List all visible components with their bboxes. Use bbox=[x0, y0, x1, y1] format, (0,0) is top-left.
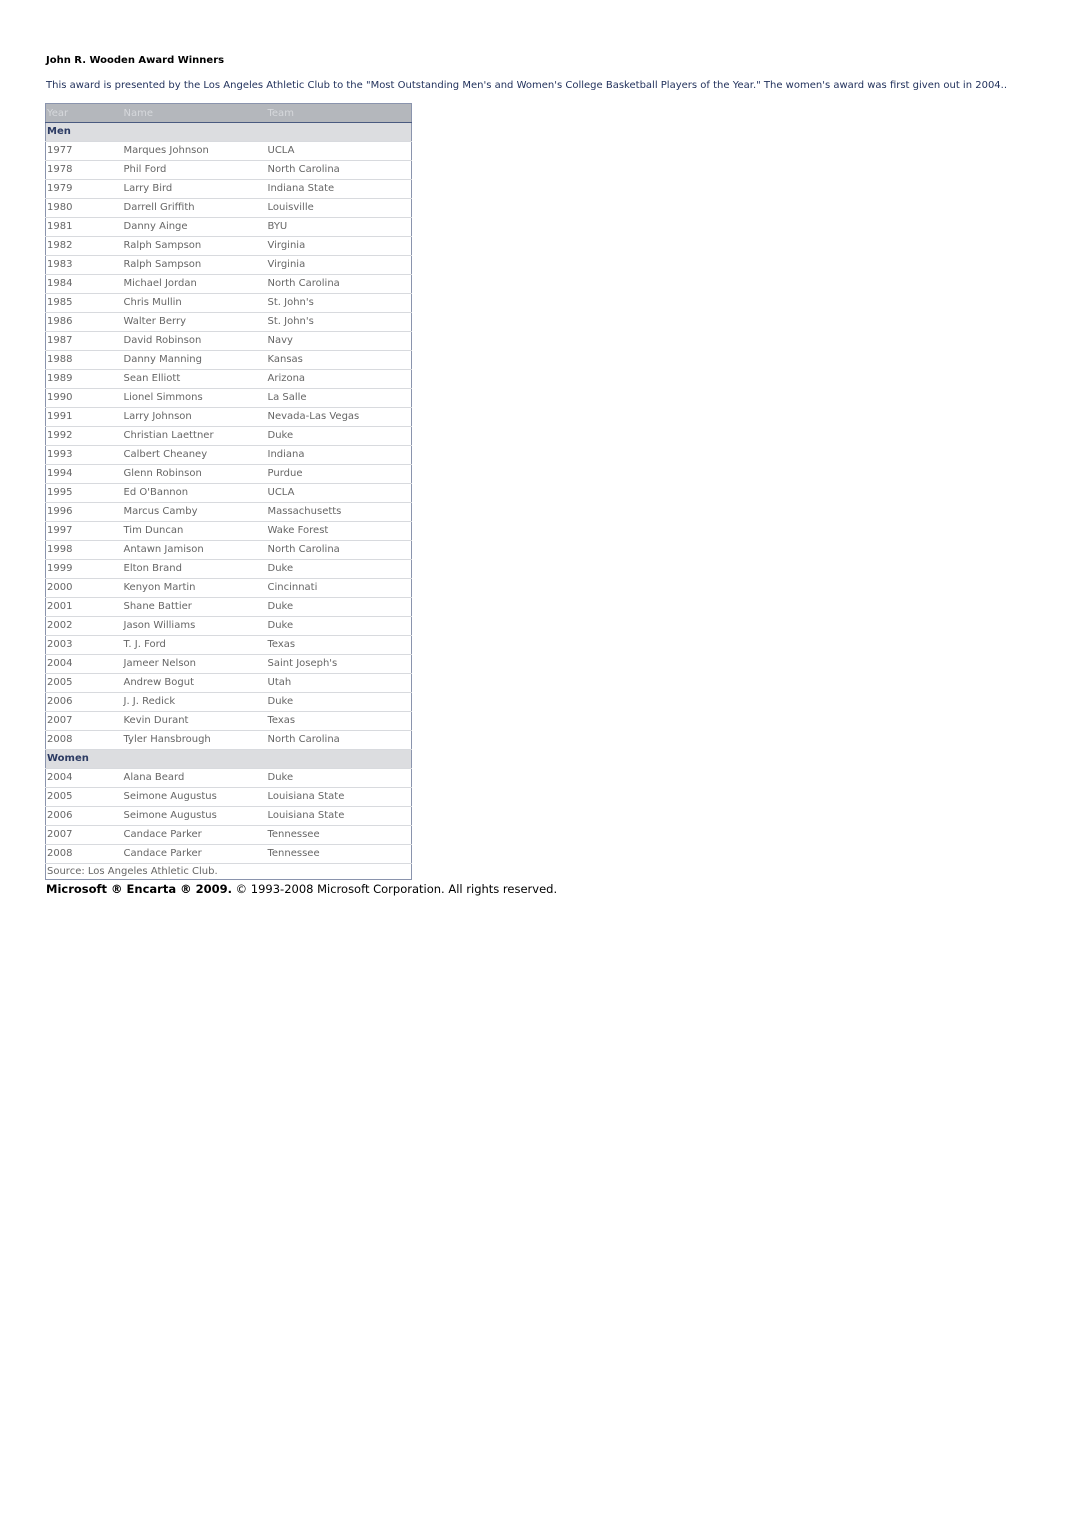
cell-team: North Carolina bbox=[267, 731, 412, 750]
column-header-year: Year bbox=[46, 104, 123, 123]
table-row bbox=[46, 370, 412, 389]
cell-name: Larry Bird bbox=[123, 180, 267, 199]
cell-year: 2006 bbox=[46, 807, 123, 826]
cell-name: Lionel Simmons bbox=[123, 389, 267, 408]
table-row bbox=[46, 807, 412, 826]
cell-name: Larry Johnson bbox=[123, 408, 267, 427]
cell-name: Christian Laettner bbox=[123, 427, 267, 446]
group-row-women bbox=[46, 750, 412, 769]
cell-name: Danny Ainge bbox=[123, 218, 267, 237]
cell-year: 2004 bbox=[46, 769, 123, 788]
cell-year: 2005 bbox=[46, 674, 123, 693]
cell-team: St. John's bbox=[267, 294, 412, 313]
cell-year: 1987 bbox=[46, 332, 123, 351]
group-label: Men bbox=[46, 123, 412, 142]
column-header-name: Name bbox=[123, 104, 267, 123]
table-row bbox=[46, 237, 412, 256]
table-row bbox=[46, 218, 412, 237]
cell-name: Marcus Camby bbox=[123, 503, 267, 522]
cell-year: 2007 bbox=[46, 826, 123, 845]
cell-team: Louisiana State bbox=[267, 807, 412, 826]
cell-name: Tim Duncan bbox=[123, 522, 267, 541]
cell-year: 2002 bbox=[46, 617, 123, 636]
cell-name: Michael Jordan bbox=[123, 275, 267, 294]
cell-year: 2001 bbox=[46, 598, 123, 617]
cell-year: 2005 bbox=[46, 788, 123, 807]
table-row bbox=[46, 769, 412, 788]
cell-year: 2007 bbox=[46, 712, 123, 731]
document-page bbox=[46, 54, 1036, 896]
cell-name: Kenyon Martin bbox=[123, 579, 267, 598]
cell-team: Duke bbox=[267, 769, 412, 788]
group-row-men bbox=[46, 123, 412, 142]
cell-team: St. John's bbox=[267, 313, 412, 332]
footer-brand: Microsoft ® Encarta ® 2009. bbox=[46, 882, 232, 896]
intro-paragraph: This award is presented by the Los Angeles Athletic Club to the "Most Outstanding Men's and Women's College Basketball Players of the Year." The women's award was first given out in 2004.. bbox=[46, 80, 1008, 91]
table-row bbox=[46, 579, 412, 598]
table-row bbox=[46, 275, 412, 294]
table-row bbox=[46, 313, 412, 332]
table-row bbox=[46, 446, 412, 465]
table-row bbox=[46, 408, 412, 427]
table-row bbox=[46, 389, 412, 408]
table-row bbox=[46, 598, 412, 617]
column-header-team: Team bbox=[267, 104, 412, 123]
cell-year: 2008 bbox=[46, 845, 123, 864]
awards-table-body bbox=[46, 123, 412, 880]
cell-team: Duke bbox=[267, 617, 412, 636]
table-row bbox=[46, 294, 412, 313]
cell-team: Louisville bbox=[267, 199, 412, 218]
cell-team: UCLA bbox=[267, 484, 412, 503]
cell-team: North Carolina bbox=[267, 275, 412, 294]
cell-team: Cincinnati bbox=[267, 579, 412, 598]
cell-name: Jameer Nelson bbox=[123, 655, 267, 674]
cell-name: Glenn Robinson bbox=[123, 465, 267, 484]
cell-name: Ed O'Bannon bbox=[123, 484, 267, 503]
cell-name: Walter Berry bbox=[123, 313, 267, 332]
cell-name: Marques Johnson bbox=[123, 142, 267, 161]
cell-year: 1979 bbox=[46, 180, 123, 199]
table-row bbox=[46, 427, 412, 446]
table-row bbox=[46, 332, 412, 351]
copyright-footer bbox=[46, 882, 1036, 896]
cell-team: Utah bbox=[267, 674, 412, 693]
table-row bbox=[46, 731, 412, 750]
cell-year: 1991 bbox=[46, 408, 123, 427]
cell-team: Duke bbox=[267, 560, 412, 579]
cell-year: 2006 bbox=[46, 693, 123, 712]
table-row bbox=[46, 788, 412, 807]
table-row bbox=[46, 674, 412, 693]
table-row bbox=[46, 465, 412, 484]
cell-year: 1996 bbox=[46, 503, 123, 522]
source-note: Source: Los Angeles Athletic Club. bbox=[47, 866, 218, 877]
table-row bbox=[46, 522, 412, 541]
cell-name: Elton Brand bbox=[123, 560, 267, 579]
table-row bbox=[46, 617, 412, 636]
cell-team: Kansas bbox=[267, 351, 412, 370]
cell-year: 1980 bbox=[46, 199, 123, 218]
cell-year: 1977 bbox=[46, 142, 123, 161]
cell-team: Virginia bbox=[267, 237, 412, 256]
cell-year: 1983 bbox=[46, 256, 123, 275]
awards-table bbox=[45, 103, 412, 880]
cell-team: La Salle bbox=[267, 389, 412, 408]
cell-name: T. J. Ford bbox=[123, 636, 267, 655]
cell-year: 2000 bbox=[46, 579, 123, 598]
cell-name: Candace Parker bbox=[123, 826, 267, 845]
cell-team: Duke bbox=[267, 598, 412, 617]
cell-year: 1989 bbox=[46, 370, 123, 389]
cell-name: Phil Ford bbox=[123, 161, 267, 180]
cell-team: Purdue bbox=[267, 465, 412, 484]
cell-name: Kevin Durant bbox=[123, 712, 267, 731]
cell-team: BYU bbox=[267, 218, 412, 237]
table-row bbox=[46, 826, 412, 845]
table-row bbox=[46, 180, 412, 199]
cell-name: Andrew Bogut bbox=[123, 674, 267, 693]
cell-name: Seimone Augustus bbox=[123, 807, 267, 826]
cell-team: Texas bbox=[267, 636, 412, 655]
cell-year: 1985 bbox=[46, 294, 123, 313]
cell-team: Nevada-Las Vegas bbox=[267, 408, 412, 427]
table-row bbox=[46, 636, 412, 655]
cell-year: 1990 bbox=[46, 389, 123, 408]
cell-team: North Carolina bbox=[267, 541, 412, 560]
cell-year: 1986 bbox=[46, 313, 123, 332]
cell-year: 1982 bbox=[46, 237, 123, 256]
cell-team: Navy bbox=[267, 332, 412, 351]
cell-name: Tyler Hansbrough bbox=[123, 731, 267, 750]
cell-year: 1984 bbox=[46, 275, 123, 294]
cell-team: Texas bbox=[267, 712, 412, 731]
cell-team: UCLA bbox=[267, 142, 412, 161]
cell-year: 1993 bbox=[46, 446, 123, 465]
cell-team: Virginia bbox=[267, 256, 412, 275]
cell-year: 1988 bbox=[46, 351, 123, 370]
cell-team: Tennessee bbox=[267, 826, 412, 845]
table-row bbox=[46, 541, 412, 560]
table-row bbox=[46, 560, 412, 579]
cell-year: 1999 bbox=[46, 560, 123, 579]
source-row bbox=[46, 864, 412, 880]
table-row bbox=[46, 693, 412, 712]
cell-team: Saint Joseph's bbox=[267, 655, 412, 674]
footer-copyright: © 1993-2008 Microsoft Corporation. All rights reserved. bbox=[231, 882, 558, 896]
cell-name: Antawn Jamison bbox=[123, 541, 267, 560]
table-row bbox=[46, 845, 412, 864]
table-row bbox=[46, 655, 412, 674]
table-row bbox=[46, 484, 412, 503]
cell-team: North Carolina bbox=[267, 161, 412, 180]
cell-name: Ralph Sampson bbox=[123, 256, 267, 275]
cell-name: Shane Battier bbox=[123, 598, 267, 617]
cell-team: Wake Forest bbox=[267, 522, 412, 541]
table-row bbox=[46, 199, 412, 218]
cell-year: 1994 bbox=[46, 465, 123, 484]
cell-year: 1981 bbox=[46, 218, 123, 237]
cell-team: Duke bbox=[267, 427, 412, 446]
cell-name: Jason Williams bbox=[123, 617, 267, 636]
cell-team: Tennessee bbox=[267, 845, 412, 864]
cell-name: Sean Elliott bbox=[123, 370, 267, 389]
table-row bbox=[46, 142, 412, 161]
cell-name: J. J. Redick bbox=[123, 693, 267, 712]
cell-name: Darrell Griffith bbox=[123, 199, 267, 218]
cell-year: 1998 bbox=[46, 541, 123, 560]
cell-year: 1997 bbox=[46, 522, 123, 541]
cell-year: 1995 bbox=[46, 484, 123, 503]
table-row bbox=[46, 351, 412, 370]
table-row bbox=[46, 712, 412, 731]
cell-name: Alana Beard bbox=[123, 769, 267, 788]
cell-year: 2004 bbox=[46, 655, 123, 674]
table-row bbox=[46, 256, 412, 275]
cell-name: Calbert Cheaney bbox=[123, 446, 267, 465]
cell-team: Arizona bbox=[267, 370, 412, 389]
table-row bbox=[46, 161, 412, 180]
document-title: John R. Wooden Award Winners bbox=[46, 55, 225, 66]
table-header-row bbox=[46, 104, 412, 123]
cell-name: Chris Mullin bbox=[123, 294, 267, 313]
cell-year: 1978 bbox=[46, 161, 123, 180]
cell-name: Danny Manning bbox=[123, 351, 267, 370]
table-row bbox=[46, 503, 412, 522]
cell-name: David Robinson bbox=[123, 332, 267, 351]
cell-team: Louisiana State bbox=[267, 788, 412, 807]
cell-team: Indiana bbox=[267, 446, 412, 465]
cell-name: Ralph Sampson bbox=[123, 237, 267, 256]
cell-team: Indiana State bbox=[267, 180, 412, 199]
cell-year: 2008 bbox=[46, 731, 123, 750]
cell-name: Seimone Augustus bbox=[123, 788, 267, 807]
cell-name: Candace Parker bbox=[123, 845, 267, 864]
group-label: Women bbox=[46, 750, 412, 769]
cell-year: 2003 bbox=[46, 636, 123, 655]
cell-team: Massachusetts bbox=[267, 503, 412, 522]
cell-year: 1992 bbox=[46, 427, 123, 446]
cell-team: Duke bbox=[267, 693, 412, 712]
